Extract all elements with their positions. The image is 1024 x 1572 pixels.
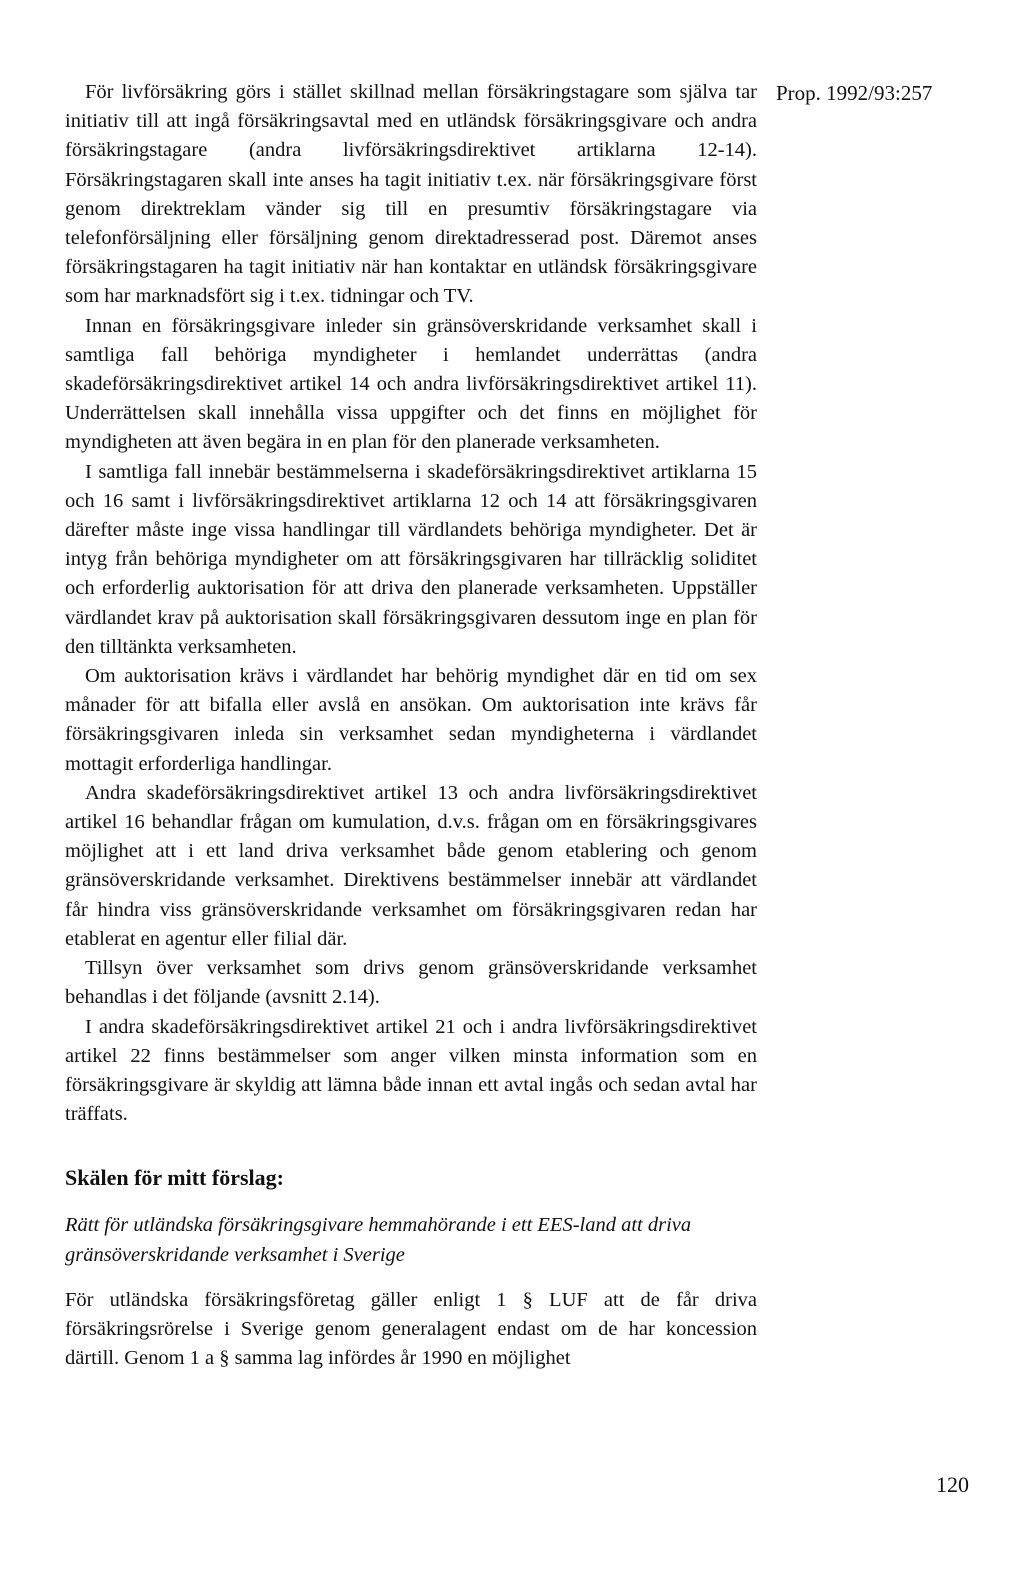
paragraph-foreign-insurers: För utländska försäkringsföretag gäller enligt 1 § LUF att de får driva försäkringsrörelse i Sverige genom generalagent endast om de har koncession därtill. Genom 1 a § samma lag infördes år 1990 en möjlighet: [65, 1288, 757, 1370]
paragraph-notification: Innan en försäkringsgivare inleder sin gränsöverskridande verksamhet skall i samtliga fall behöriga myndigheter i hemlandet underrättas (andra skadeförsäkringsdirektivet artikel 14 och andra livförsäkringsdirektivet artikel 11). Underrättelsen skall innehålla vissa uppgifter och det finns en möjlighet för myndigheten att även begära in en plan för den planerade verksamheten.: [65, 314, 757, 454]
paragraph-authorisation: Om auktorisation krävs i värdlandet har behörig myndighet där en tid om sex månader för att bifalla eller avslå en ansökan. Om auktorisation inte krävs får försäkringsgivaren inleda sin verksamhet sedan myndigheterna i värdlandet mottagit erforderliga handlingar.: [65, 665, 757, 775]
proposition-reference: Prop. 1992/93:257: [776, 81, 933, 105]
page-number: 120: [936, 1472, 969, 1497]
section-subheading: Rätt för utländska försäkringsgivare hemmahörande i ett EES-land att driva gränsöverskridande verksamhet i Sverige: [65, 1214, 692, 1266]
section-heading: Skälen för mitt förslag:: [65, 1165, 284, 1191]
paragraph-supervision: Tillsyn över verksamhet som drivs genom gränsöverskridande verksamhet behandlas i det följande (avsnitt 2.14).: [65, 957, 757, 1009]
paragraph-documents: I samtliga fall innebär bestämmelserna i skadeförsäkringsdirektivet artiklarna 15 och 16 samt i livförsäkringsdirektivet artiklarna 12 och 14 att försäkringsgivaren därefter måste inge vissa handlingar till värdlandets behöriga myndigheter. Det är intyg från behöriga myndigheter om att försäkringsgivaren har tillräcklig soliditet och erforderlig auktorisation för att driva den planerade verksamheten. Uppställer värdlandet krav på auktorisation skall försäkringsgivaren dessutom inge en plan för den tilltänkta verksamheten.: [65, 460, 757, 658]
paragraph-initiative: För livförsäkring görs i stället skillnad mellan försäkringstagare som själva tar initiativ till att ingå försäkringsavtal med en utländsk försäkringsgivare och andra försäkringstagare (andra livförsäkringsdirektivet artiklarna 12-14). Försäkringstagaren skall inte anses ha tagit initiativ t.ex. när försäkringsgivare först genom direktreklam vänder sig till en presumtiv försäkringstagare via telefonförsäljning eller försäljning genom direktadresserad post. Däremot anses försäkringstagaren ha tagit initiativ när han kontaktar en utländsk försäkringsgivare som har marknadsfört sig i t.ex. tidningar och TV.: [65, 81, 757, 308]
body-text: [65, 78, 757, 1373]
paragraph-information: I andra skadeförsäkringsdirektivet artikel 21 och i andra livförsäkringsdirektivet artikel 22 finns bestämmelser som anger vilken minsta information som en försäkringsgivare är skyldig att lämna både innan ett avtal ingås och sedan avtal har träffats.: [65, 1015, 757, 1126]
paragraph-cumulation: Andra skadeförsäkringsdirektivet artikel 13 och andra livförsäkringsdirektivet artikel 16 behandlar frågan om kumulation, d.v.s. frågan om en försäkringsgivares möjlighet att i ett land driva verksamhet både genom etablering och genom gränsöverskridande verksamhet. Direktivens bestämmelser innebär att värdlandet får hindra viss gränsöverskridande verksamhet om försäkringsgivaren redan har etablerat en agentur eller filial där.: [65, 781, 757, 950]
